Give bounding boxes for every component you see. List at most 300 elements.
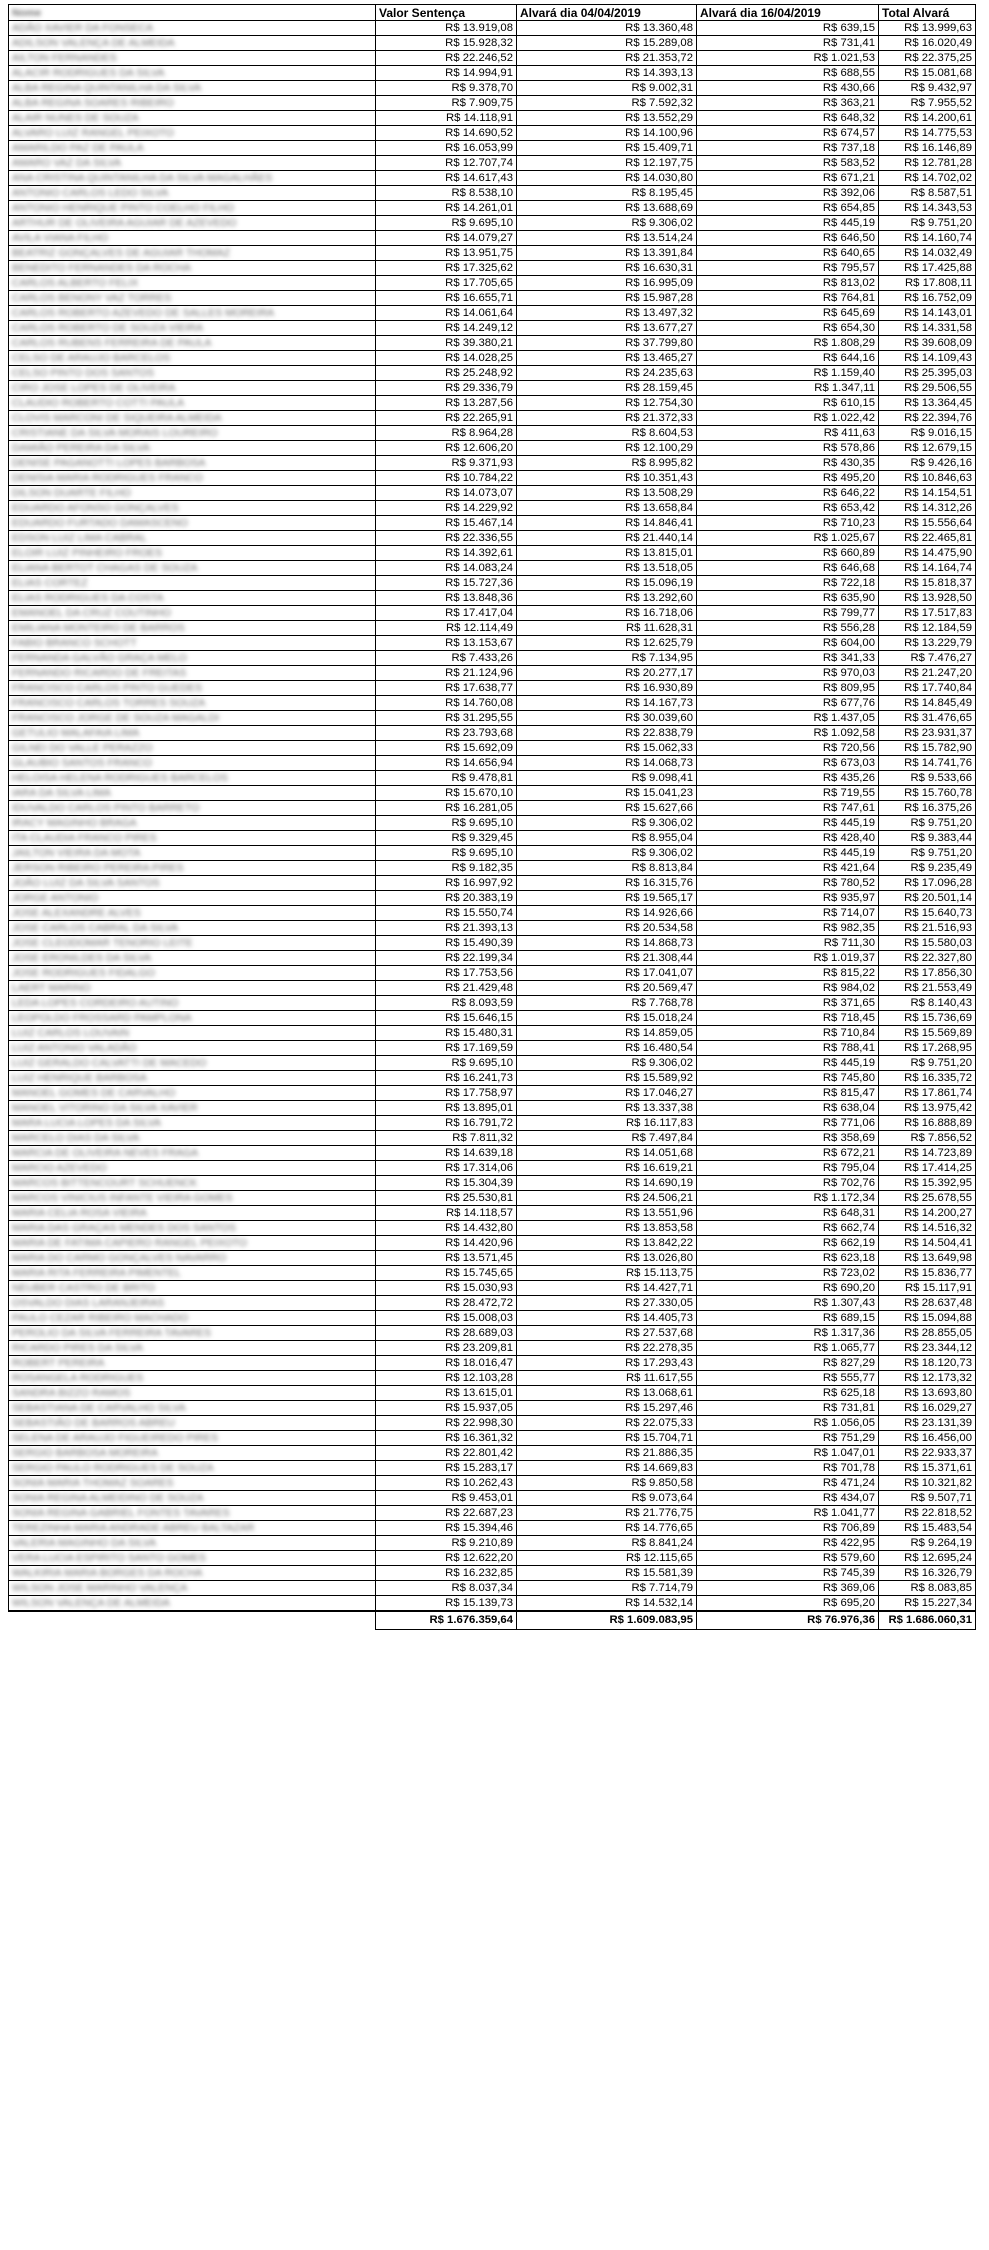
alvara-04-04-cell: R$ 13.508,29 [517, 486, 697, 501]
alvara-04-04-cell: R$ 15.589,92 [517, 1071, 697, 1086]
alvara-16-04-cell: R$ 747,61 [697, 801, 879, 816]
name-cell [9, 621, 376, 636]
redacted-name: RICARDO PIRES DA SILVA [12, 1342, 143, 1354]
name-cell [9, 816, 376, 831]
total-alvara-cell: R$ 17.268,95 [879, 1041, 976, 1056]
table-row [9, 951, 976, 966]
total-alvara-cell: R$ 14.164,74 [879, 561, 976, 576]
redacted-name: SONIA REGINA ALMEIDINO DE SOUZA [12, 1492, 204, 1504]
table-row [9, 966, 976, 981]
alvara-table [8, 4, 976, 1630]
redacted-name: FRANCISCO CARLOS TORRES SOUZA [12, 697, 206, 709]
total-alvara-cell: R$ 15.736,69 [879, 1011, 976, 1026]
table-row [9, 1161, 976, 1176]
valor-sentenca-cell: R$ 12.103,28 [376, 1371, 517, 1386]
alvara-16-04-cell: R$ 646,22 [697, 486, 879, 501]
redacted-name: MARIA DO CARMO GONÇALVES NAVARRO [12, 1252, 227, 1264]
valor-sentenca-cell: R$ 15.283,17 [376, 1461, 517, 1476]
table-row [9, 36, 976, 51]
redacted-name: EDUARDO AFONSO GONÇALVES [12, 502, 179, 514]
name-cell [9, 1011, 376, 1026]
alvara-16-04-cell: R$ 1.307,43 [697, 1296, 879, 1311]
table-row [9, 396, 976, 411]
alvara-16-04-cell: R$ 1.065,77 [697, 1341, 879, 1356]
redacted-name: IRACY MAGINHO BRAGA [12, 817, 137, 829]
redacted-name: CLAUDIO ROBERTO COTTI PAULA [12, 397, 185, 409]
total-alvara-cell: R$ 14.723,89 [879, 1146, 976, 1161]
alvara-04-04-cell: R$ 20.534,58 [517, 921, 697, 936]
alvara-04-04-cell: R$ 21.886,35 [517, 1446, 697, 1461]
total-alvara-cell: R$ 15.117,91 [879, 1281, 976, 1296]
total-alvara-cell: R$ 29.506,55 [879, 381, 976, 396]
table-row [9, 786, 976, 801]
alvara-04-04-cell: R$ 14.776,65 [517, 1521, 697, 1536]
name-cell [9, 1146, 376, 1161]
table-row [9, 1566, 976, 1581]
alvara-04-04-cell: R$ 13.026,80 [517, 1251, 697, 1266]
alvara-04-04-cell: R$ 12.754,30 [517, 396, 697, 411]
alvara-04-04-cell: R$ 9.306,02 [517, 1056, 697, 1071]
alvara-04-04-cell: R$ 8.995,82 [517, 456, 697, 471]
valor-sentenca-cell: R$ 14.229,92 [376, 501, 517, 516]
name-cell [9, 1116, 376, 1131]
redacted-name: IARA DA SILVA LIMA [12, 787, 111, 799]
redacted-name: JERSON RIBEIRO PEREIRA PIRES [12, 862, 184, 874]
alvara-04-04-cell: R$ 16.718,06 [517, 606, 697, 621]
alvara-16-04-cell: R$ 445,19 [697, 816, 879, 831]
valor-sentenca-cell: R$ 23.209,81 [376, 1341, 517, 1356]
total-alvara-cell: R$ 9.751,20 [879, 216, 976, 231]
alvara-16-04-cell: R$ 795,04 [697, 1161, 879, 1176]
alvara-16-04-cell: R$ 654,30 [697, 321, 879, 336]
valor-sentenca-cell: R$ 15.937,05 [376, 1401, 517, 1416]
name-cell [9, 1371, 376, 1386]
redacted-name: DENISE PAGANOTTI LOPES BARBOSA [12, 457, 206, 469]
redacted-name: CLOVIS MARCONI DE SIQUEIRA ALMEIDA [12, 412, 222, 424]
valor-sentenca-cell: R$ 16.997,92 [376, 876, 517, 891]
alvara-16-04-cell: R$ 358,69 [697, 1131, 879, 1146]
total-alvara-cell: R$ 15.227,34 [879, 1596, 976, 1612]
total-alvara-cell: R$ 15.392,95 [879, 1176, 976, 1191]
total-alvara-cell: R$ 14.200,61 [879, 111, 976, 126]
valor-sentenca-cell: R$ 17.169,59 [376, 1041, 517, 1056]
redacted-name: SERGIO PAULO RODRIGUES DE SOUZA [12, 1462, 214, 1474]
table-row [9, 1131, 976, 1146]
redacted-name: ROSANGELA RODRIGUES [12, 1372, 144, 1384]
alvara-16-04-cell: R$ 363,21 [697, 96, 879, 111]
valor-sentenca-cell: R$ 8.538,10 [376, 186, 517, 201]
alvara-04-04-cell: R$ 21.440,14 [517, 531, 697, 546]
alvara-16-04-cell: R$ 1.172,34 [697, 1191, 879, 1206]
total-alvara-cell: R$ 16.752,09 [879, 291, 976, 306]
valor-sentenca-cell: R$ 16.791,72 [376, 1116, 517, 1131]
alvara-16-04-cell: R$ 660,89 [697, 546, 879, 561]
valor-sentenca-cell: R$ 14.083,24 [376, 561, 517, 576]
total-alvara-cell: R$ 12.184,59 [879, 621, 976, 636]
alvara-04-04-cell: R$ 24.506,21 [517, 1191, 697, 1206]
alvara-16-04-cell: R$ 1.159,40 [697, 366, 879, 381]
alvara-16-04-cell: R$ 815,22 [697, 966, 879, 981]
total-alvara-cell: R$ 17.425,88 [879, 261, 976, 276]
total-alvara-cell: R$ 15.081,68 [879, 66, 976, 81]
table-row [9, 201, 976, 216]
name-cell [9, 1086, 376, 1101]
table-row [9, 576, 976, 591]
name-cell [9, 771, 376, 786]
table-row [9, 426, 976, 441]
valor-sentenca-cell: R$ 12.606,20 [376, 441, 517, 456]
alvara-16-04-cell: R$ 625,18 [697, 1386, 879, 1401]
redacted-name: LUIZ ANTONIO VALADÃO [12, 1042, 137, 1054]
redacted-name: ANTONIO CARLOS LEDO SILVA [12, 187, 169, 199]
alvara-16-04-cell: R$ 635,90 [697, 591, 879, 606]
total-alvara-cell: R$ 22.818,52 [879, 1506, 976, 1521]
table-row [9, 981, 976, 996]
table-row [9, 171, 976, 186]
valor-sentenca-cell: R$ 9.695,10 [376, 1056, 517, 1071]
name-cell [9, 1176, 376, 1191]
alvara-16-04-cell: R$ 583,52 [697, 156, 879, 171]
total-alvara-cell: R$ 14.331,58 [879, 321, 976, 336]
name-cell [9, 546, 376, 561]
alvara-16-04-cell: R$ 1.025,67 [697, 531, 879, 546]
name-cell [9, 261, 376, 276]
valor-sentenca-cell: R$ 15.139,73 [376, 1596, 517, 1612]
total-alvara-cell: R$ 16.146,89 [879, 141, 976, 156]
redacted-name: SELENA DE ARAUJO FIGUEIREDO PIRES [12, 1432, 218, 1444]
total-alvara-cell: R$ 16.335,72 [879, 1071, 976, 1086]
redacted-name: GLAUBIO SANTOS FRANCO [12, 757, 152, 769]
valor-sentenca-cell: R$ 21.124,96 [376, 666, 517, 681]
total-alvara-cell: R$ 15.760,78 [879, 786, 976, 801]
total-alvara-cell: R$ 10.846,63 [879, 471, 976, 486]
alvara-16-04-cell: R$ 780,52 [697, 876, 879, 891]
redacted-name: JOSE CARLOS CABRAL DA SILVA [12, 922, 179, 934]
valor-sentenca-cell: R$ 8.037,34 [376, 1581, 517, 1596]
table-row [9, 1281, 976, 1296]
totals-row [9, 1611, 976, 1629]
valor-sentenca-cell: R$ 14.639,18 [376, 1146, 517, 1161]
redacted-name: SEBASTIÃO DE BARROS ABREU [12, 1417, 175, 1429]
table-row [9, 1296, 976, 1311]
total-alvara-cell: R$ 9.751,20 [879, 816, 976, 831]
alvara-16-04-cell: R$ 815,47 [697, 1086, 879, 1101]
alvara-04-04-cell: R$ 28.159,45 [517, 381, 697, 396]
alvara-04-04-cell: R$ 16.995,09 [517, 276, 697, 291]
total-alvara-cell: R$ 22.394,76 [879, 411, 976, 426]
valor-sentenca-cell: R$ 14.118,91 [376, 111, 517, 126]
valor-sentenca-cell: R$ 28.472,72 [376, 1296, 517, 1311]
name-cell [9, 1596, 376, 1612]
name-cell [9, 741, 376, 756]
redacted-name: ALBA REGINA SOARES RIBEIRO [12, 97, 174, 109]
alvara-04-04-cell: R$ 13.068,61 [517, 1386, 697, 1401]
alvara-16-04-cell: R$ 731,81 [697, 1401, 879, 1416]
alvara-04-04-cell: R$ 16.630,31 [517, 261, 697, 276]
total-valor-sentenca: R$ 1.676.359,64 [376, 1611, 517, 1629]
valor-sentenca-cell: R$ 13.895,01 [376, 1101, 517, 1116]
total-alvara-cell: R$ 14.475,90 [879, 546, 976, 561]
name-cell [9, 1041, 376, 1056]
alvara-16-04-cell: R$ 1.022,42 [697, 411, 879, 426]
total-alvara-cell: R$ 14.109,43 [879, 351, 976, 366]
name-cell [9, 66, 376, 81]
alvara-16-04-cell: R$ 435,26 [697, 771, 879, 786]
table-row [9, 1011, 976, 1026]
redacted-name: AVILA VIANA FILHO [12, 232, 109, 244]
redacted-name: JOSE CLEODOMAR TENORIO LEITE [12, 937, 193, 949]
valor-sentenca-cell: R$ 13.951,75 [376, 246, 517, 261]
redacted-name: ADÃO XAVIER DA FONSECA [12, 22, 154, 34]
alvara-04-04-cell: R$ 14.532,14 [517, 1596, 697, 1612]
alvara-04-04-cell: R$ 13.688,69 [517, 201, 697, 216]
table-row [9, 261, 976, 276]
alvara-04-04-cell: R$ 14.926,66 [517, 906, 697, 921]
table-row [9, 1236, 976, 1251]
name-cell [9, 1191, 376, 1206]
total-alvara-cell: R$ 14.702,02 [879, 171, 976, 186]
valor-sentenca-cell: R$ 9.695,10 [376, 816, 517, 831]
valor-sentenca-cell: R$ 22.801,42 [376, 1446, 517, 1461]
table-row [9, 126, 976, 141]
alvara-16-04-cell: R$ 1.021,53 [697, 51, 879, 66]
redacted-name: WALKIRIA MARIA BORGES DA ROCHA [12, 1567, 203, 1579]
alvara-04-04-cell: R$ 12.115,65 [517, 1551, 697, 1566]
alvara-16-04-cell: R$ 434,07 [697, 1491, 879, 1506]
total-alvara-cell: R$ 13.229,79 [879, 636, 976, 651]
total-alvara-cell: R$ 14.160,74 [879, 231, 976, 246]
valor-sentenca-cell: R$ 22.265,91 [376, 411, 517, 426]
total-alvara-cell: R$ 9.264,19 [879, 1536, 976, 1551]
alvara-16-04-cell: R$ 751,29 [697, 1431, 879, 1446]
name-cell [9, 831, 376, 846]
name-cell [9, 1161, 376, 1176]
table-row [9, 291, 976, 306]
alvara-16-04-cell: R$ 799,77 [697, 606, 879, 621]
total-alvara-cell: R$ 20.501,14 [879, 891, 976, 906]
alvara-04-04-cell: R$ 14.030,80 [517, 171, 697, 186]
valor-sentenca-cell: R$ 25.248,92 [376, 366, 517, 381]
alvara-16-04-cell: R$ 701,78 [697, 1461, 879, 1476]
valor-sentenca-cell: R$ 16.241,73 [376, 1071, 517, 1086]
valor-sentenca-cell: R$ 9.371,93 [376, 456, 517, 471]
total-alvara-cell: R$ 9.432,97 [879, 81, 976, 96]
total-alvara-cell: R$ 12.173,32 [879, 1371, 976, 1386]
alvara-16-04-cell: R$ 646,68 [697, 561, 879, 576]
alvara-04-04-cell: R$ 13.552,29 [517, 111, 697, 126]
valor-sentenca-cell: R$ 9.695,10 [376, 846, 517, 861]
alvara-16-04-cell: R$ 648,31 [697, 1206, 879, 1221]
name-cell [9, 1476, 376, 1491]
name-cell [9, 426, 376, 441]
alvara-04-04-cell: R$ 30.039,60 [517, 711, 697, 726]
alvara-04-04-cell: R$ 7.497,84 [517, 1131, 697, 1146]
total-alvara-cell: R$ 25.678,55 [879, 1191, 976, 1206]
alvara-04-04-cell: R$ 7.592,32 [517, 96, 697, 111]
alvara-16-04-cell: R$ 677,76 [697, 696, 879, 711]
redacted-name: ELIAS RODRIGUES DA COSTA [12, 592, 164, 604]
alvara-16-04-cell: R$ 673,03 [697, 756, 879, 771]
redacted-name: NEUBER CASTRO DE BRITO [12, 1282, 155, 1294]
valor-sentenca-cell: R$ 31.295,55 [376, 711, 517, 726]
alvara-04-04-cell: R$ 9.098,41 [517, 771, 697, 786]
valor-sentenca-cell: R$ 15.304,39 [376, 1176, 517, 1191]
valor-sentenca-cell: R$ 14.656,94 [376, 756, 517, 771]
alvara-04-04-cell: R$ 15.297,46 [517, 1401, 697, 1416]
name-cell [9, 1386, 376, 1401]
valor-sentenca-cell: R$ 9.378,70 [376, 81, 517, 96]
valor-sentenca-cell: R$ 15.727,36 [376, 576, 517, 591]
name-cell [9, 1356, 376, 1371]
table-row [9, 681, 976, 696]
total-alvara-cell: R$ 9.426,16 [879, 456, 976, 471]
total-alvara-cell: R$ 8.083,85 [879, 1581, 976, 1596]
alvara-04-04-cell: R$ 7.768,78 [517, 996, 697, 1011]
name-cell [9, 171, 376, 186]
valor-sentenca-cell: R$ 14.420,96 [376, 1236, 517, 1251]
table-row [9, 891, 976, 906]
valor-sentenca-cell: R$ 9.695,10 [376, 216, 517, 231]
valor-sentenca-cell: R$ 15.394,46 [376, 1521, 517, 1536]
redacted-name: LEDA LOPES CORDEIRO AUTINO [12, 997, 179, 1009]
table-row [9, 1416, 976, 1431]
total-alvara-cell: R$ 8.140,43 [879, 996, 976, 1011]
name-cell [9, 486, 376, 501]
redacted-name: FERNANDO RICARDO DE FREITAS [12, 667, 187, 679]
table-row [9, 366, 976, 381]
table-row [9, 1431, 976, 1446]
valor-sentenca-cell: R$ 10.784,22 [376, 471, 517, 486]
table-row [9, 651, 976, 666]
table-row [9, 351, 976, 366]
total-alvara-cell: R$ 22.465,81 [879, 531, 976, 546]
redacted-name: MANOEL VITORINO DA SILVA XAVIER [12, 1102, 198, 1114]
alvara-04-04-cell: R$ 14.405,73 [517, 1311, 697, 1326]
valor-sentenca-cell: R$ 25.530,81 [376, 1191, 517, 1206]
total-alvara-cell: R$ 16.029,27 [879, 1401, 976, 1416]
valor-sentenca-cell: R$ 15.467,14 [376, 516, 517, 531]
table-row [9, 921, 976, 936]
redacted-name: MARCIO AZEVEDO [12, 1162, 107, 1174]
name-cell [9, 1281, 376, 1296]
alvara-16-04-cell: R$ 710,23 [697, 516, 879, 531]
redacted-name: GETULIO MALAFAIA LIMA [12, 727, 140, 739]
table-row [9, 96, 976, 111]
table-row [9, 561, 976, 576]
alvara-04-04-cell: R$ 14.690,19 [517, 1176, 697, 1191]
name-cell [9, 1026, 376, 1041]
table-row [9, 381, 976, 396]
total-alvara-cell: R$ 13.975,42 [879, 1101, 976, 1116]
total-alvara-cell: R$ 17.740,84 [879, 681, 976, 696]
alvara-16-04-cell: R$ 369,06 [697, 1581, 879, 1596]
alvara-04-04-cell: R$ 13.853,58 [517, 1221, 697, 1236]
valor-sentenca-cell: R$ 15.928,32 [376, 36, 517, 51]
name-cell [9, 1461, 376, 1476]
redacted-name: BENEDITO FERNANDES DA ROCHA [12, 262, 191, 274]
alvara-16-04-cell: R$ 771,06 [697, 1116, 879, 1131]
redacted-name: LAERT MARINO [12, 982, 91, 994]
alvara-16-04-cell: R$ 702,76 [697, 1176, 879, 1191]
valor-sentenca-cell: R$ 17.753,56 [376, 966, 517, 981]
alvara-04-04-cell: R$ 24.235,63 [517, 366, 697, 381]
name-cell [9, 756, 376, 771]
table-row [9, 1071, 976, 1086]
valor-sentenca-cell: R$ 14.079,27 [376, 231, 517, 246]
total-alvara-cell: R$ 17.096,28 [879, 876, 976, 891]
redacted-name: FRANCISCO JORGE DE SOUZA MAGALDI [12, 712, 220, 724]
alvara-04-04-cell: R$ 17.041,07 [517, 966, 697, 981]
name-cell [9, 846, 376, 861]
table-row [9, 756, 976, 771]
alvara-16-04-cell: R$ 430,35 [697, 456, 879, 471]
alvara-04-04-cell: R$ 8.841,24 [517, 1536, 697, 1551]
alvara-04-04-cell: R$ 27.537,68 [517, 1326, 697, 1341]
table-row [9, 1401, 976, 1416]
redacted-name: EMANOEL DA CRUZ COUTINHO [12, 607, 171, 619]
redacted-name: PAULO CEZAR RIBEIRO MACHADO [12, 1312, 188, 1324]
name-cell [9, 1401, 376, 1416]
name-cell [9, 1446, 376, 1461]
valor-sentenca-cell: R$ 15.692,09 [376, 741, 517, 756]
redacted-name: DILSON DUARTE FILHO [12, 487, 131, 499]
total-alvara-cell: R$ 22.933,37 [879, 1446, 976, 1461]
valor-sentenca-cell: R$ 12.622,20 [376, 1551, 517, 1566]
table-row [9, 936, 976, 951]
alvara-04-04-cell: R$ 7.714,79 [517, 1581, 697, 1596]
redacted-name: ARTHUR DE OLIVEIRA AGUIAR DE AZEVEDO [12, 217, 237, 229]
redacted-name: DAMIÃO PEREIRA DA SILVA [12, 442, 150, 454]
alvara-16-04-cell: R$ 445,19 [697, 216, 879, 231]
redacted-name: MARCOS VINICIUS INFANTE VIEIRA GOMES [12, 1192, 233, 1204]
alvara-16-04-cell: R$ 653,42 [697, 501, 879, 516]
table-row [9, 1311, 976, 1326]
alvara-04-04-cell: R$ 20.569,47 [517, 981, 697, 996]
valor-sentenca-cell: R$ 17.758,97 [376, 1086, 517, 1101]
alvara-16-04-cell: R$ 495,20 [697, 471, 879, 486]
table-row [9, 516, 976, 531]
table-row [9, 1251, 976, 1266]
table-row [9, 906, 976, 921]
table-row [9, 1206, 976, 1221]
redacted-name: FABIO BRANCO SCHOTT [12, 637, 137, 649]
alvara-04-04-cell: R$ 9.850,58 [517, 1476, 697, 1491]
name-cell [9, 186, 376, 201]
alvara-16-04-cell: R$ 1.092,58 [697, 726, 879, 741]
alvara-16-04-cell: R$ 610,15 [697, 396, 879, 411]
name-cell [9, 1551, 376, 1566]
valor-sentenca-cell: R$ 15.646,15 [376, 1011, 517, 1026]
table-row [9, 606, 976, 621]
table-row [9, 456, 976, 471]
alvara-16-04-cell: R$ 970,03 [697, 666, 879, 681]
redacted-name: MARIA DAS GRAÇAS MENDES DOS SANTOS [12, 1222, 236, 1234]
alvara-04-04-cell: R$ 11.617,55 [517, 1371, 697, 1386]
table-row [9, 1266, 976, 1281]
alvara-16-04-cell: R$ 421,64 [697, 861, 879, 876]
table-row [9, 861, 976, 876]
total-alvara-cell: R$ 15.640,73 [879, 906, 976, 921]
table-row [9, 831, 976, 846]
table-row [9, 1341, 976, 1356]
alvara-16-04-cell: R$ 731,41 [697, 36, 879, 51]
table-row [9, 876, 976, 891]
valor-sentenca-cell: R$ 22.687,23 [376, 1506, 517, 1521]
total-alvara-cell: R$ 14.032,49 [879, 246, 976, 261]
name-cell [9, 636, 376, 651]
name-cell [9, 471, 376, 486]
total-alvara-cell: R$ 23.344,12 [879, 1341, 976, 1356]
